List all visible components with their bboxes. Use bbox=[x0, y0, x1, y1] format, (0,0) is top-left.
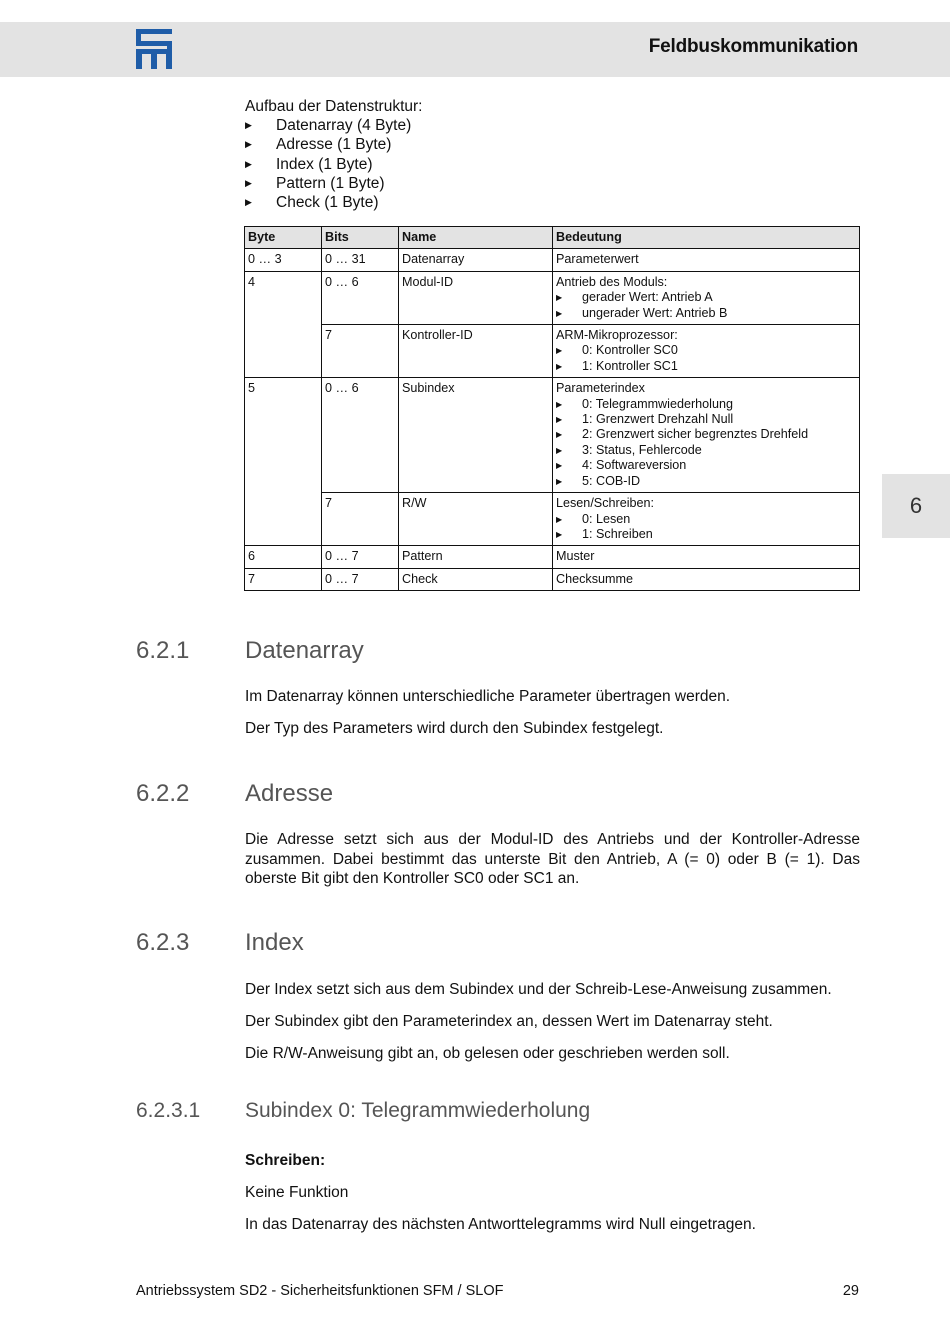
list-item: ▶ 0: Lesen bbox=[556, 511, 631, 526]
header-title: Feldbuskommunikation bbox=[648, 36, 858, 57]
section-title: Adresse bbox=[245, 780, 334, 807]
list-item: ▶ 4: Softwareversion bbox=[556, 458, 687, 473]
list-item: ▶ 5: COB-ID bbox=[556, 473, 641, 488]
paragraph: Die Adresse setzt sich aus der Modul-ID des Antriebs und der Kontroller-Adresse zusammen. Dabei bestimmt das unterste Bit den Antrieb, A (= 0) oder B (= 1). Das oberste Bit gibt den Kontroller SC0 oder SC1 an. bbox=[245, 831, 860, 887]
table-cell: 0 … 6 bbox=[322, 271, 399, 324]
table-cell bbox=[245, 493, 322, 546]
table-cell: 7 bbox=[322, 325, 399, 378]
section-number: 6.2.3.1 bbox=[136, 1099, 201, 1122]
bullet-icon: ▶ bbox=[556, 430, 563, 440]
bullet-icon: ▶ bbox=[556, 415, 563, 425]
list-item: ▶ 3: Status, Fehlercode bbox=[556, 442, 702, 457]
bullet-icon: ▶ bbox=[556, 461, 563, 471]
table-row bbox=[245, 271, 860, 324]
table-cell: 5 bbox=[245, 378, 322, 493]
paragraph: In das Datenarray des nächsten Antworttelegramms wird Null eingetragen. bbox=[245, 1216, 756, 1233]
bullet-icon: ▶ bbox=[556, 293, 563, 303]
table-cell: Modul-ID bbox=[399, 271, 553, 324]
list-item: ▶ Pattern (1 Byte) bbox=[245, 174, 385, 192]
bullet-icon: ▶ bbox=[556, 529, 563, 539]
table-cell: 0 … 7 bbox=[322, 546, 399, 568]
table-cell: Pattern bbox=[399, 546, 553, 568]
bullet-icon: ▶ bbox=[556, 399, 563, 409]
table-header-row bbox=[245, 227, 860, 249]
list-item: ▶ Check (1 Byte) bbox=[245, 194, 379, 212]
subheading: Schreiben: bbox=[245, 1152, 326, 1169]
page-number: 29 bbox=[842, 1283, 859, 1299]
bullet-icon: ▶ bbox=[556, 445, 563, 455]
paragraph: Der Index setzt sich aus dem Subindex und der Schreib-Lese-Anweisung zusammen. bbox=[245, 981, 832, 998]
company-logo bbox=[136, 29, 172, 69]
table-cell: Parameterwert bbox=[553, 249, 860, 271]
table-row bbox=[245, 325, 860, 378]
list-item: ▶ ungerader Wert: Antrieb B bbox=[556, 305, 728, 320]
table-cell: 0 … 31 bbox=[322, 249, 399, 271]
bullet-icon: ▶ bbox=[245, 197, 252, 208]
list-item: ▶ 2: Grenzwert sicher begrenztes Drehfeld bbox=[556, 427, 809, 442]
list-item: ▶ gerader Wert: Antrieb A bbox=[556, 290, 713, 305]
chapter-tab: 6 bbox=[882, 474, 950, 538]
paragraph: Keine Funktion bbox=[245, 1184, 349, 1201]
column-header: Name bbox=[399, 227, 553, 249]
table-cell: Muster bbox=[553, 546, 860, 568]
list-item: ▶ 1: Grenzwert Drehzahl Null bbox=[556, 412, 734, 427]
table-cell: ARM-Mikroprozessor: ▶ 0: Kontroller SC0 ▶ 1: Kontroller SC1 bbox=[553, 325, 860, 378]
bullet-icon: ▶ bbox=[556, 514, 563, 524]
list-item: ▶ 1: Schreiben bbox=[556, 526, 653, 541]
bullet-icon: ▶ bbox=[556, 361, 563, 371]
paragraph: Im Datenarray können unterschiedliche Parameter übertragen werden. bbox=[245, 688, 731, 705]
column-header: Bits bbox=[322, 227, 399, 249]
table-cell: 0 … 7 bbox=[322, 568, 399, 590]
list-item: ▶ Index (1 Byte) bbox=[245, 155, 373, 173]
table-cell: Kontroller-ID bbox=[399, 325, 553, 378]
bullet-icon: ▶ bbox=[245, 177, 252, 188]
table-row bbox=[245, 249, 860, 271]
intro-title: Aufbau der Datenstruktur: bbox=[245, 98, 423, 115]
list-item: ▶ Adresse (1 Byte) bbox=[245, 136, 392, 154]
table-row bbox=[245, 546, 860, 568]
list-item: ▶ 1: Kontroller SC1 bbox=[556, 358, 678, 373]
section-number: 6.2.2 bbox=[136, 780, 190, 807]
section-number: 6.2.1 bbox=[136, 637, 190, 664]
list-item: ▶ Datenarray (4 Byte) bbox=[245, 117, 412, 135]
table-cell: 7 bbox=[322, 493, 399, 546]
table-cell: 6 bbox=[245, 546, 322, 568]
table-row bbox=[245, 568, 860, 590]
section-title: Index bbox=[245, 929, 304, 956]
table-row bbox=[245, 378, 860, 493]
data-structure-table bbox=[244, 226, 860, 591]
table-cell: Parameterindex ▶ 0: Telegrammwiederholung ▶ 1: Grenzwert Drehzahl Null ▶ 2: Grenzwert sicher begrenztes Drehfeld ▶ 3: Status, Fehlercode ▶ 4: Softwareversion ▶ 5: COB-ID bbox=[553, 378, 860, 493]
table-cell: 0 … 3 bbox=[245, 249, 322, 271]
table-cell: 7 bbox=[245, 568, 322, 590]
intro-block bbox=[245, 97, 423, 212]
section-title: Datenarray bbox=[245, 637, 364, 664]
table-cell: Check bbox=[399, 568, 553, 590]
table-cell: 0 … 6 bbox=[322, 378, 399, 493]
table-cell: R/W bbox=[399, 493, 553, 546]
table-cell: Checksumme bbox=[553, 568, 860, 590]
bullet-icon: ▶ bbox=[245, 139, 252, 150]
footer-title: Antriebssystem SD2 - Sicherheitsfunktionen SFM / SLOF bbox=[136, 1283, 504, 1299]
table-row bbox=[245, 493, 860, 546]
table-cell: Lesen/Schreiben: ▶ 0: Lesen ▶ 1: Schreiben bbox=[553, 493, 860, 546]
section-number: 6.2.3 bbox=[136, 929, 190, 956]
bullet-icon: ▶ bbox=[556, 476, 563, 486]
section-title: Subindex 0: Telegrammwiederholung bbox=[245, 1099, 591, 1122]
column-header: Bedeutung bbox=[553, 227, 860, 249]
bullet-icon: ▶ bbox=[556, 308, 563, 318]
list-item: ▶ 0: Kontroller SC0 bbox=[556, 343, 678, 358]
table-cell: 4 bbox=[245, 271, 322, 324]
intro-list bbox=[245, 116, 423, 212]
paragraph: Der Subindex gibt den Parameterindex an, dessen Wert im Datenarray steht. bbox=[245, 1013, 773, 1030]
bullet-icon: ▶ bbox=[245, 120, 252, 131]
paragraph: Die R/W-Anweisung gibt an, ob gelesen oder geschrieben werden soll. bbox=[245, 1045, 730, 1062]
table-cell bbox=[245, 325, 322, 378]
table-cell: Antrieb des Moduls: ▶ gerader Wert: Antrieb A ▶ ungerader Wert: Antrieb B bbox=[553, 271, 860, 324]
bullet-icon: ▶ bbox=[556, 346, 563, 356]
paragraph: Der Typ des Parameters wird durch den Subindex festgelegt. bbox=[245, 720, 664, 737]
table-cell: Datenarray bbox=[399, 249, 553, 271]
list-item: ▶ 0: Telegrammwiederholung bbox=[556, 396, 733, 411]
bullet-icon: ▶ bbox=[245, 158, 252, 169]
column-header: Byte bbox=[245, 227, 322, 249]
table-cell: Subindex bbox=[399, 378, 553, 493]
